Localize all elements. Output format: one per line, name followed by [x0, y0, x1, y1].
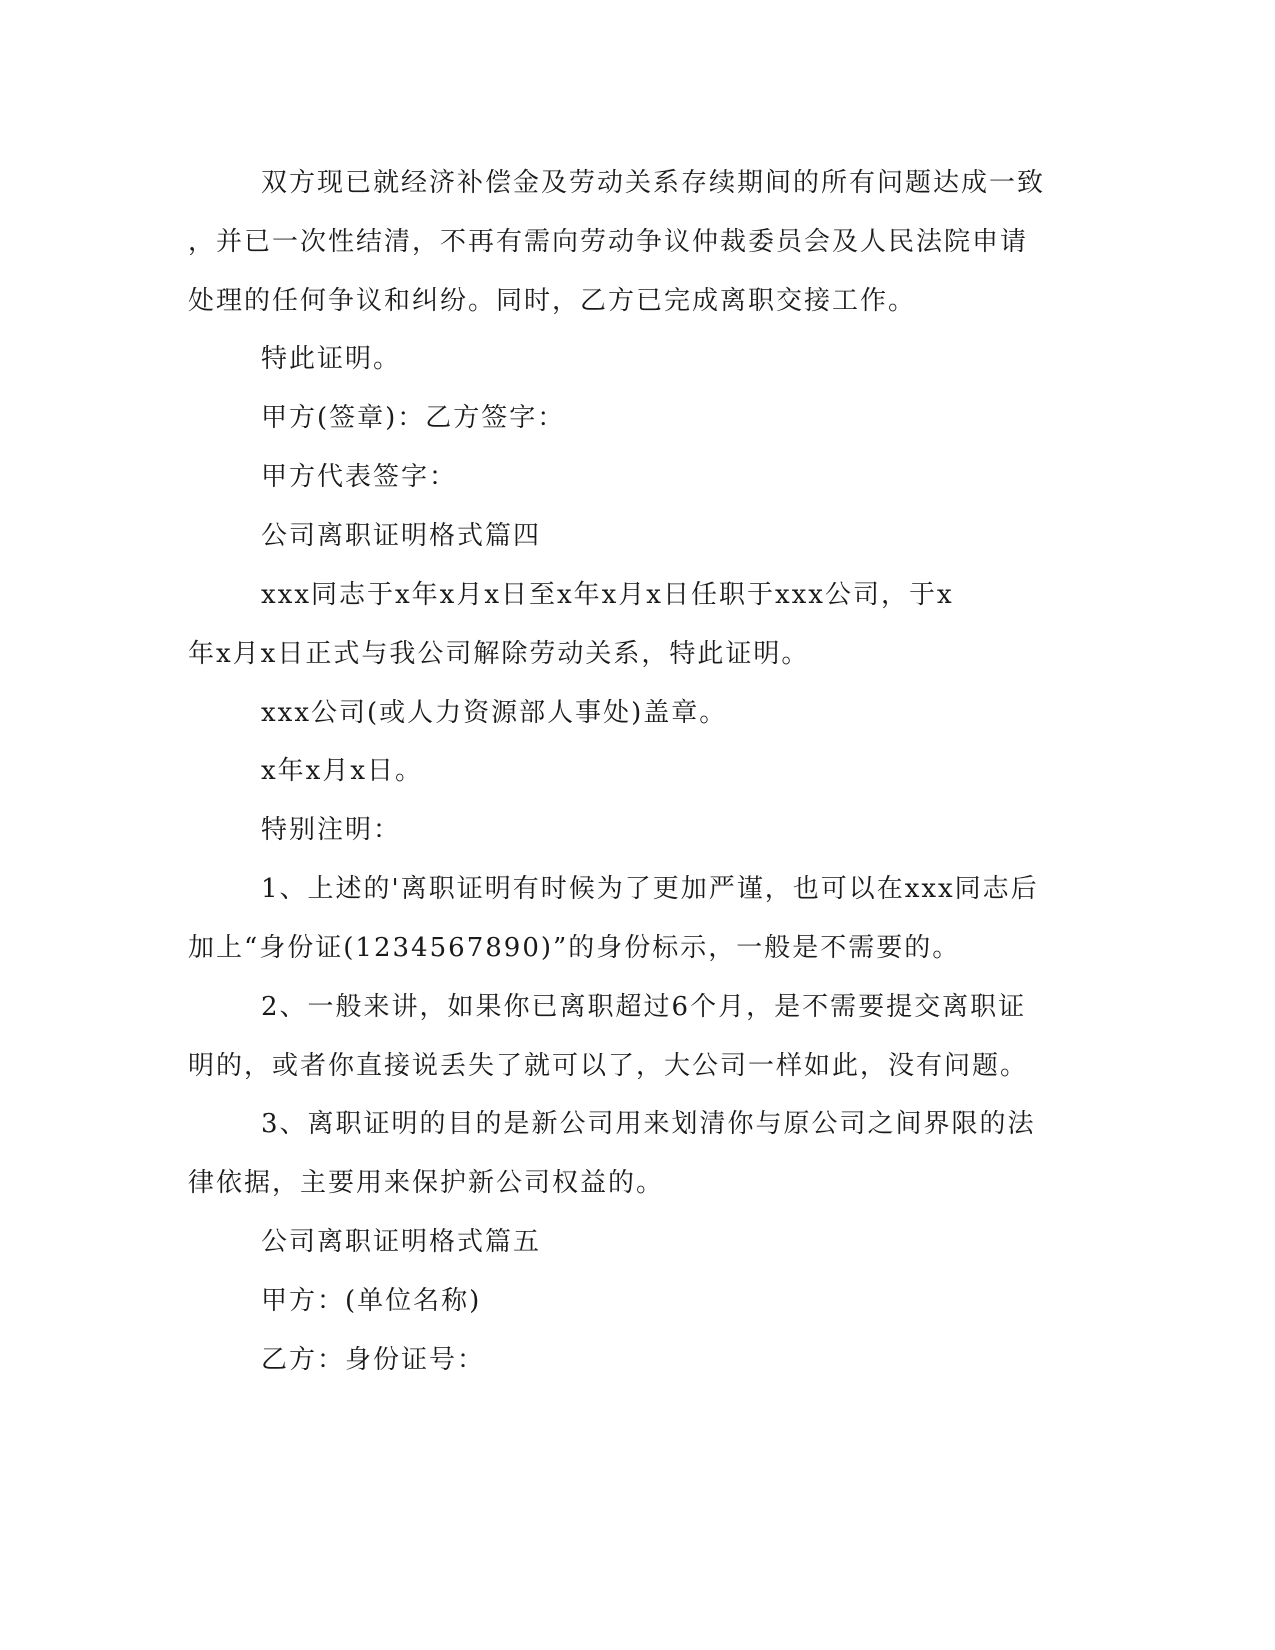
section-heading: 公司离职证明格式篇五 — [261, 1227, 542, 1257]
paragraph-line: 双方现已就经济补偿金及劳动关系存续期间的所有问题达成一致 — [261, 168, 1046, 198]
paragraph-line: 年x月x日正式与我公司解除劳动关系，特此证明。 — [188, 639, 810, 669]
paragraph-line: xxx公司(或人力资源部人事处)盖章。 — [261, 698, 728, 728]
party-a-line: 甲方：(单位名称) — [261, 1286, 482, 1316]
section-heading: 公司离职证明格式篇四 — [261, 521, 542, 551]
signature-line-party-a-b: 甲方(签章)：乙方签字： — [261, 403, 566, 433]
date-line: x年x月x日。 — [261, 756, 423, 786]
note-heading: 特别注明： — [261, 815, 402, 845]
note-item-continuation: 加上“身份证(1234567890)”的身份标示，一般是不需要的。 — [188, 933, 961, 963]
party-b-line: 乙方：身份证号： — [261, 1345, 486, 1375]
paragraph-line: 处理的任何争议和纠纷。同时，乙方已完成离职交接工作。 — [188, 286, 917, 316]
paragraph-line: xxx同志于x年x月x日至x年x月x日任职于xxx公司，于x — [261, 580, 954, 610]
note-item-continuation: 明的，或者你直接说丢失了就可以了，大公司一样如此，没有问题。 — [188, 1051, 1029, 1081]
note-item: 2、一般来讲，如果你已离职超过6个月，是不需要提交离职证 — [261, 992, 1027, 1022]
signature-line-representative: 甲方代表签字： — [261, 462, 458, 492]
paragraph-line: ，并已一次性结清，不再有需向劳动争议仲裁委员会及人民法院申请 — [188, 227, 1029, 257]
note-item: 3、离职证明的目的是新公司用来划清你与原公司之间界限的法 — [261, 1109, 1036, 1139]
paragraph-line: 特此证明。 — [261, 344, 402, 374]
note-item-continuation: 律依据，主要用来保护新公司权益的。 — [188, 1168, 665, 1198]
note-item: 1、上述的'离职证明有时候为了更加严谨，也可以在xxx同志后 — [261, 874, 1039, 904]
